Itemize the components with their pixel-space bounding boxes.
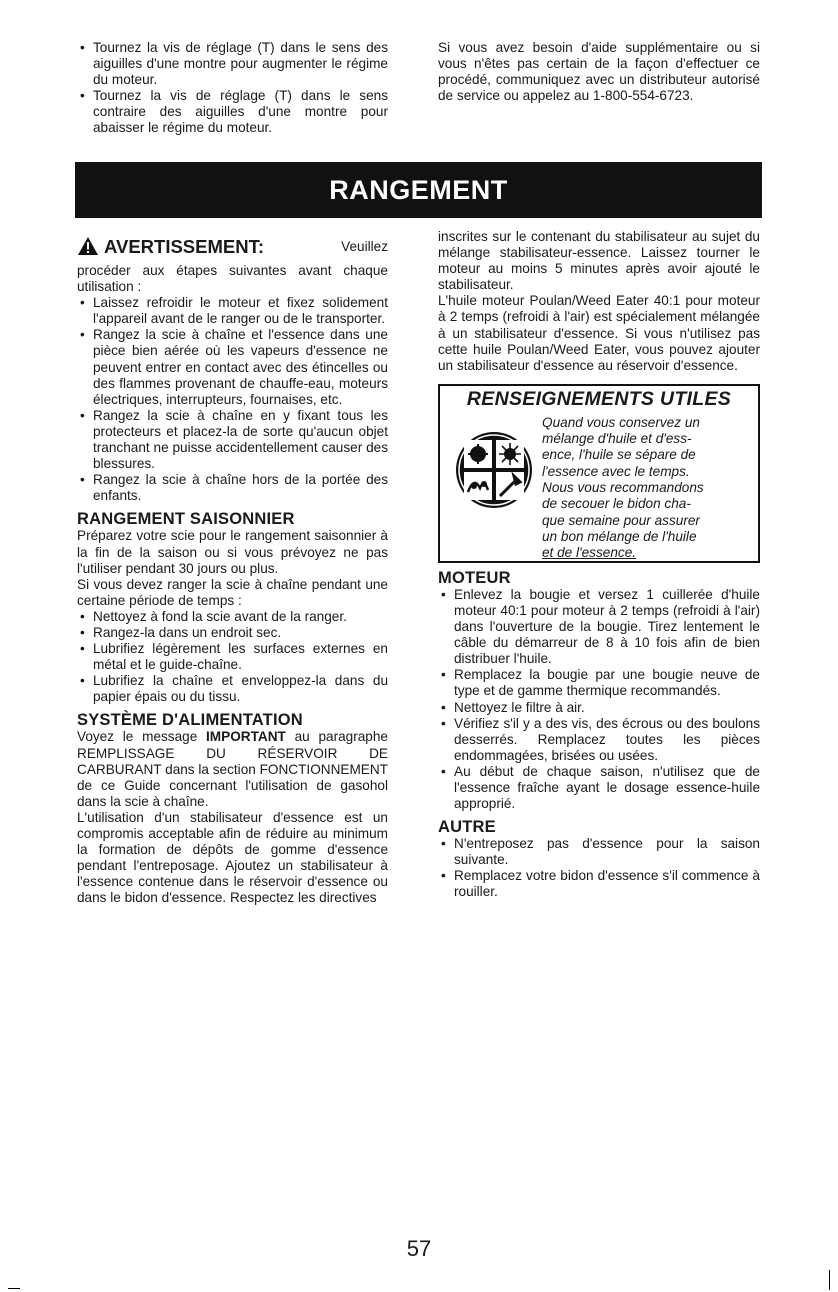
list-item: • Lubrifiez la chaîne et enveloppez-la dans du papier épais ou du tissu.: [77, 673, 388, 705]
warning-triangle-icon: [77, 236, 99, 263]
tips-line: et de l'essence.: [542, 545, 637, 561]
list-item: • Rangez la scie à chaîne en y fixant tous les protecteurs et placez-la de sorte qu'aucun objet tranchant ne puisse accidentellement causer des blessures.: [77, 408, 388, 472]
tips-line: l'essence avec le temps.: [542, 463, 690, 479]
list-item: • Remplacez votre bidon d'essence s'il commence à rouiller.: [438, 868, 760, 900]
seasonal-paragraph-2: Si vous devez ranger la scie à chaîne pendant une certaine période de temps :: [77, 576, 388, 608]
helpful-tips-box: [438, 384, 760, 563]
top-right-column: [438, 40, 760, 104]
seasonal-heading: RANGEMENT SAISONNIER: [77, 510, 295, 529]
list-item: • N'entreposez pas d'essence pour la saison suivante.: [438, 836, 760, 868]
fuel-text: au paragraphe REMPLISSAGE DU RÉSERVOIR DE CARBURANT dans la section FONCTIONNEMENT de ce Guide concernant l'utilisation de gasohol dans la scie à chaîne.: [77, 729, 388, 809]
list-item: • Au début de chaque saison, n'utilisez que de l'essence fraîche ayant le dosage essence-huile approprié.: [438, 764, 760, 812]
tips-title: RENSEIGNEMENTS UTILES: [466, 387, 732, 410]
tips-line: que semaine pour assurer: [542, 512, 700, 528]
left-column: [77, 236, 388, 906]
seasonal-list: [77, 609, 388, 706]
warning-list: [77, 295, 388, 504]
right-column: [438, 229, 760, 901]
tips-line: Quand vous conservez un: [542, 414, 700, 430]
list-item: • Tournez la vis de réglage (T) dans le sens des aiguilles d'une montre pour augmenter le régime du moteur.: [77, 40, 388, 88]
list-item: • Rangez la scie à chaîne et l'essence dans une pièce bien aérée où les vapeurs d'essence ne peuvent entrer en contact avec des étincelles ou des flammes provenant de chauffe-eau, moteurs électriques, interrupteurs, fournaises, etc.: [77, 327, 388, 407]
warning-title: AVERTISSEMENT:: [104, 236, 265, 257]
fuel-paragraph-2-cont: inscrites sur le contenant du stabilisateur au sujet du mélange stabilisateur-essence. Laissez tourner le moteur au moins 5 minutes après avoir ajouté le stabilisateur.: [438, 229, 760, 293]
list-item: • Nettoyez à fond la scie avant de la ranger.: [77, 609, 388, 625]
tips-text: [542, 415, 750, 562]
other-heading: AUTRE: [438, 818, 496, 837]
engine-heading: MOTEUR: [438, 568, 511, 587]
list-item: • Rangez-la dans un endroit sec.: [77, 625, 388, 641]
helpful-tips-logo-icon: [454, 430, 534, 514]
warning-intro-lead: Veuillez: [341, 239, 388, 254]
list-item: • Lubrifiez légèrement les surfaces externes en métal et le guide-chaîne.: [77, 641, 388, 673]
fuel-text: Voyez le message: [77, 729, 207, 745]
tips-line: ence, l'huile se sépare de: [542, 447, 696, 463]
seasonal-paragraph-1: Préparez votre scie pour le rangement saisonnier à la fin de la saison ou si vous prévoyez ne pas l'utiliser pendant 30 jours ou plus.: [77, 528, 388, 576]
list-item: • Laissez refroidir le moteur et fixez solidement l'appareil avant de le ranger ou de le transporter.: [77, 295, 388, 327]
top-left-column: [77, 40, 388, 137]
list-item: • Vérifiez s'il y a des vis, des écrous ou des boulons desserrés. Remplacez toutes les pièces endommagées, brisées ou usées.: [438, 716, 760, 764]
other-list: [438, 836, 760, 900]
engine-list: [438, 587, 760, 812]
warning-paragraph: [77, 236, 388, 263]
tips-line: mélange d'huile et d'ess-: [542, 431, 692, 447]
fuel-paragraph-1: [77, 729, 388, 809]
list-item: • Nettoyez le filtre à air.: [438, 700, 760, 716]
section-banner: [75, 162, 762, 218]
tips-line: Nous vous recommandons: [542, 480, 704, 496]
list-item: • Tournez la vis de réglage (T) dans le sens contraire des aiguilles d'une montre pour abaisser le régime du moteur.: [77, 88, 388, 136]
list-item: • Remplacez la bougie par une bougie neuve de type et de gamme thermique recommandés.: [438, 667, 760, 699]
support-paragraph: Si vous avez besoin d'aide supplémentaire ou si vous n'êtes pas certain de la façon d'effectuer ce procédé, communiquez avec un distributeur autorisé de service ou appelez au 1-800-554-6723.: [438, 40, 760, 104]
page-number: 57: [406, 1236, 432, 1261]
tips-line: de secouer le bidon cha-: [542, 496, 691, 512]
fuel-paragraph-2: L'utilisation d'un stabilisateur d'essence est un compromis acceptable afin de réduire au minimum la formation de dépôts de gomme d'essence pendant l'entreposage. Ajoutez un stabilisateur à l'essence contenue dans le réservoir d'essence ou dans le bidon d'essence. Respectez les directives: [77, 809, 388, 906]
list-item: • Rangez la scie à chaîne hors de la portée des enfants.: [77, 472, 388, 504]
list-item: • Enlevez la bougie et versez 1 cuillerée d'huile moteur 40:1 pour moteur à 2 temps (refroidi à l'air) dans l'ouverture de la bougie. Tirez lentement le câble du démarreur de 8 à 10 fois afin de bien distribuer l'huile.: [438, 587, 760, 667]
adjustment-list: [77, 40, 388, 137]
fuel-heading: SYSTÈME D'ALIMENTATION: [77, 711, 303, 730]
crop-mark: [829, 1270, 830, 1290]
fuel-paragraph-3: L'huile moteur Poulan/Weed Eater 40:1 pour moteur à 2 temps (refroidi à l'air) est spécialement mélangée à un stabilisateur d'essence. Si vous n'utilisez pas cette huile Poulan/Weed Eater, vous pouvez ajouter un stabilisateur d'essence au réservoir d'essence.: [438, 293, 760, 373]
warning-intro: procéder aux étapes suivantes avant chaque utilisation :: [77, 263, 388, 295]
banner-title: RANGEMENT: [329, 174, 508, 205]
fuel-important: IMPORTANT: [206, 729, 286, 745]
tips-line: un bon mélange de l'huile: [542, 528, 697, 544]
crop-mark: [8, 1288, 20, 1289]
